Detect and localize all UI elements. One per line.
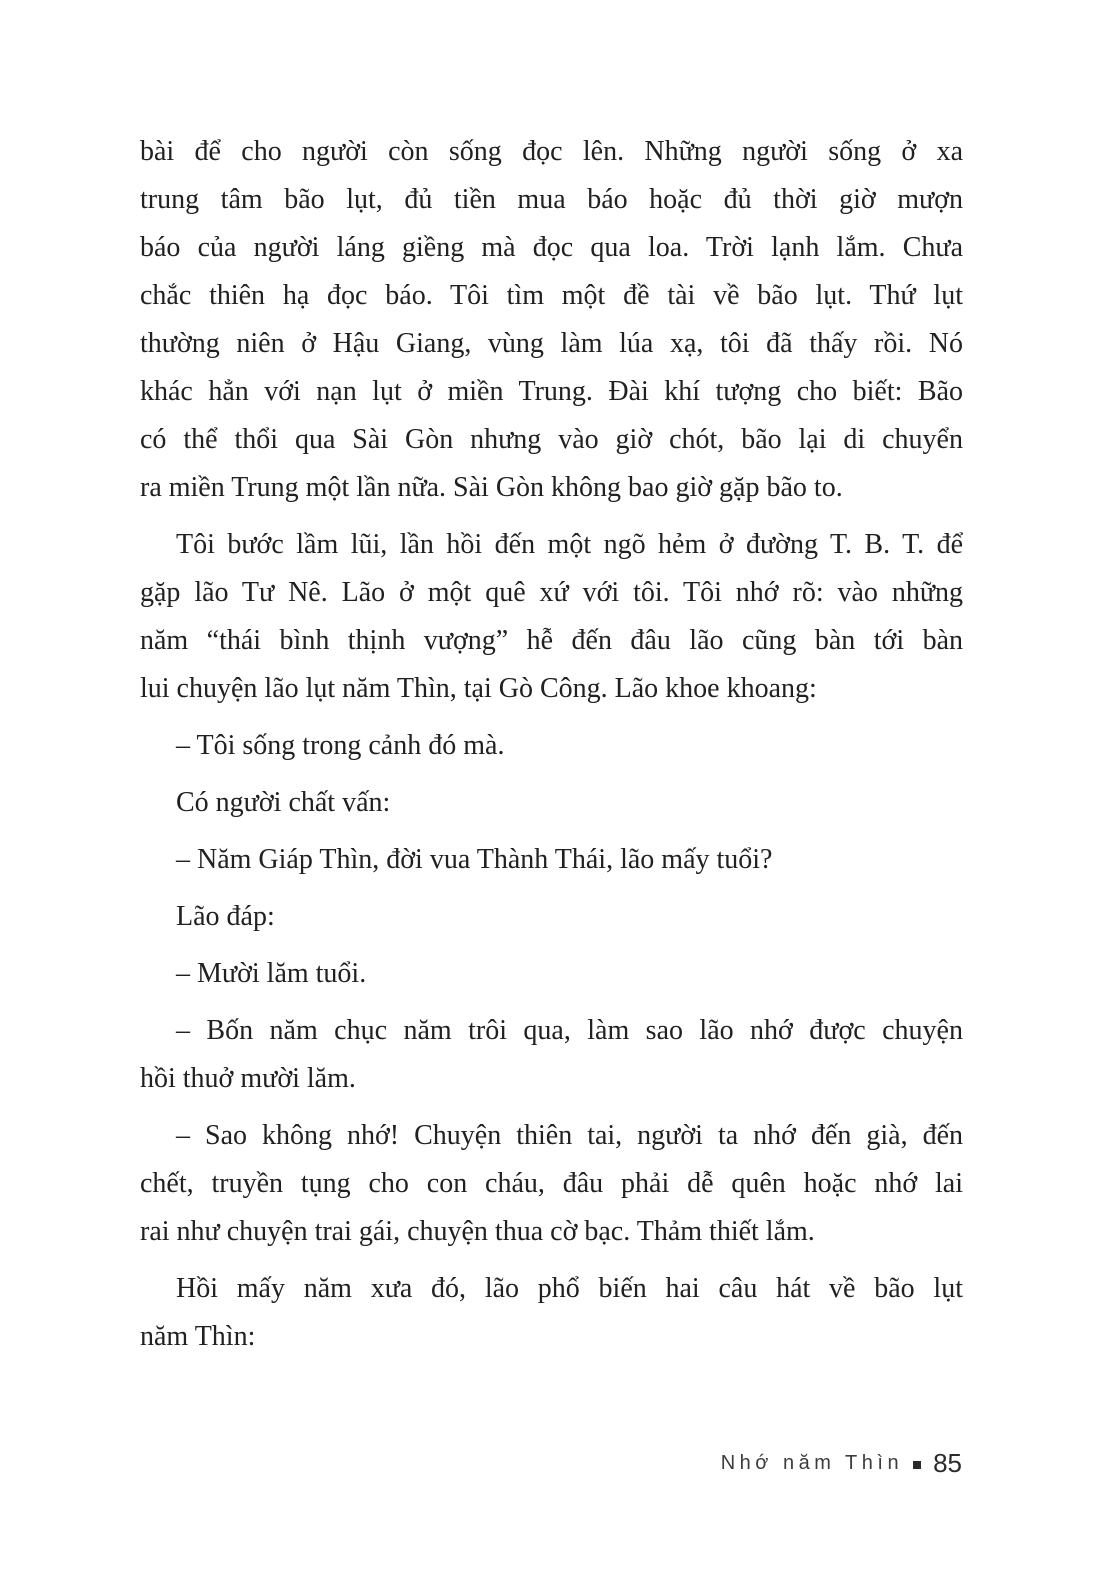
text-block bbox=[140, 128, 963, 1370]
paragraph bbox=[140, 128, 963, 512]
text-line: trung tâm bão lụt, đủ tiền mua báo hoặc đủ thời giờ mượn bbox=[140, 184, 963, 215]
paragraph bbox=[140, 1112, 963, 1256]
text-line: khác hẳn với nạn lụt ở miền Trung. Đài khí tượng cho biết: Bão bbox=[140, 376, 963, 407]
text-line: ra miền Trung một lần nữa. Sài Gòn không bao giờ gặp bão to. bbox=[140, 472, 843, 503]
paragraph bbox=[140, 779, 963, 827]
paragraph bbox=[140, 893, 963, 941]
text-line: có thể thổi qua Sài Gòn nhưng vào giờ chót, bão lại di chuyển bbox=[140, 424, 963, 455]
text-line: chết, truyền tụng cho con cháu, đâu phải dễ quên hoặc nhớ lai bbox=[140, 1168, 963, 1199]
paragraph bbox=[140, 950, 963, 998]
text-line: năm “thái bình thịnh vượng” hễ đến đâu lão cũng bàn tới bàn bbox=[140, 625, 963, 656]
page-footer bbox=[721, 1448, 962, 1479]
page-number: 85 bbox=[933, 1448, 962, 1478]
text-line: Hồi mấy năm xưa đó, lão phổ biến hai câu hát về bão lụt bbox=[176, 1273, 963, 1304]
text-line: bài để cho người còn sống đọc lên. Những người sống ở xa bbox=[140, 136, 963, 167]
text-line: Có người chất vấn: bbox=[176, 787, 391, 818]
paragraph bbox=[140, 1007, 963, 1103]
text-line: thường niên ở Hậu Giang, vùng làm lúa xạ, tôi đã thấy rồi. Nó bbox=[140, 328, 963, 359]
text-line: gặp lão Tư Nê. Lão ở một quê xứ với tôi. Tôi nhớ rõ: vào những bbox=[140, 577, 963, 608]
text-line: lui chuyện lão lụt năm Thìn, tại Gò Công. Lão khoe khoang: bbox=[140, 673, 817, 704]
text-line: – Năm Giáp Thìn, đời vua Thành Thái, lão mấy tuổi? bbox=[176, 844, 773, 875]
paragraph bbox=[140, 1265, 963, 1361]
text-line: – Tôi sống trong cảnh đó mà. bbox=[176, 730, 505, 761]
text-line: – Mười lăm tuổi. bbox=[176, 958, 367, 989]
text-line: Tôi bước lầm lũi, lần hồi đến một ngõ hẻm ở đường T. B. T. để bbox=[176, 529, 963, 560]
paragraph bbox=[140, 722, 963, 770]
text-line: rai như chuyện trai gái, chuyện thua cờ bạc. Thảm thiết lắm. bbox=[140, 1216, 815, 1247]
text-line: chắc thiên hạ đọc báo. Tôi tìm một đề tài về bão lụt. Thứ lụt bbox=[140, 280, 963, 311]
text-line: năm Thìn: bbox=[140, 1321, 256, 1352]
text-line: báo của người láng giềng mà đọc qua loa. Trời lạnh lắm. Chưa bbox=[140, 232, 963, 263]
text-line: Lão đáp: bbox=[176, 901, 275, 932]
text-line: hồi thuở mười lăm. bbox=[140, 1063, 356, 1094]
running-title: Nhớ năm Thìn bbox=[720, 1452, 904, 1474]
square-bullet-icon bbox=[913, 1461, 921, 1469]
text-line: – Sao không nhớ! Chuyện thiên tai, người ta nhớ đến già, đến bbox=[176, 1120, 963, 1151]
text-line: – Bốn năm chục năm trôi qua, làm sao lão nhớ được chuyện bbox=[176, 1015, 963, 1046]
paragraph bbox=[140, 836, 963, 884]
paragraph bbox=[140, 521, 963, 713]
